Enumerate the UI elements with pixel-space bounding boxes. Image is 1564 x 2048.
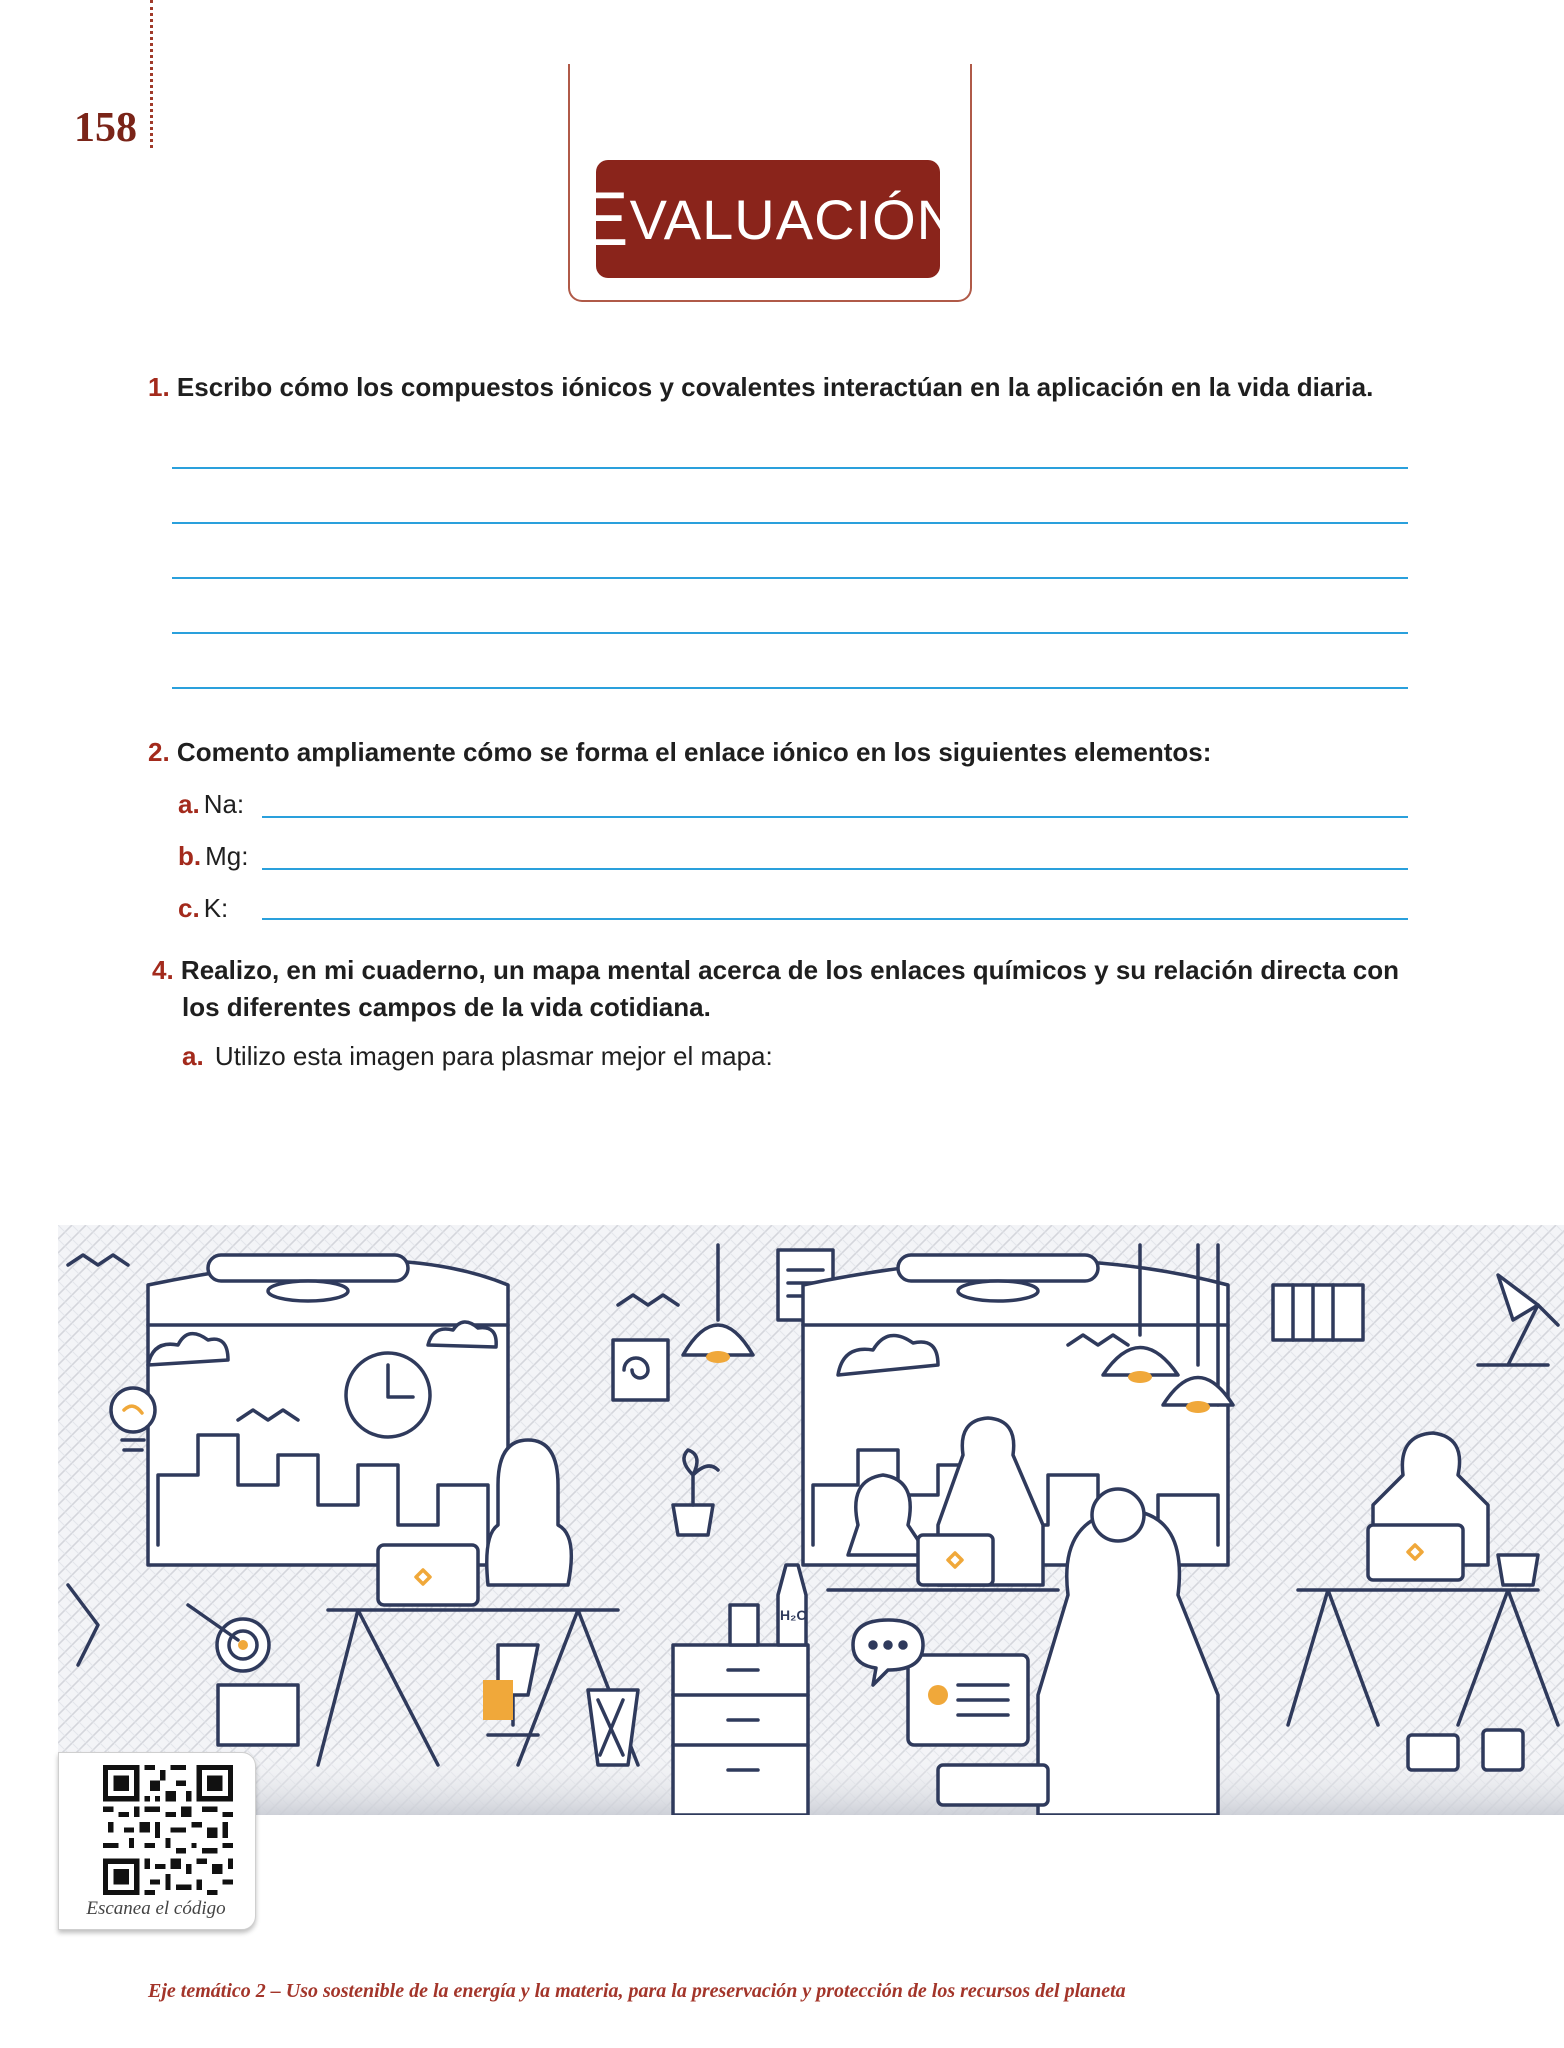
answer-line-k[interactable] bbox=[262, 918, 1408, 920]
answer-line-na[interactable] bbox=[262, 816, 1408, 818]
item-2a bbox=[178, 789, 244, 820]
question-1 bbox=[148, 372, 1373, 403]
keyboard bbox=[938, 1765, 1048, 1805]
question-2-text: Comento ampliamente cómo se forma el enlace iónico en los siguientes elementos: bbox=[176, 737, 1212, 767]
answer-line-3[interactable] bbox=[172, 577, 1408, 579]
ceiling-light-right bbox=[898, 1255, 1098, 1281]
item-2c-letter: c. bbox=[178, 893, 200, 923]
item-4a bbox=[182, 1041, 773, 1072]
margin-dotted-rule bbox=[150, 0, 153, 148]
bottle-label: H₂O bbox=[780, 1607, 808, 1623]
question-4-text-line1: Realizo, en mi cuaderno, un mapa mental acerca de los enlaces químicos y su relación directa con bbox=[180, 955, 1400, 985]
section-title-rest: VALUACIÓN bbox=[629, 187, 959, 251]
question-4 bbox=[152, 952, 1399, 1026]
water-bottle bbox=[778, 1565, 806, 1645]
qr-code bbox=[103, 1765, 233, 1895]
left-window bbox=[148, 1260, 508, 1565]
question-4-text-line2: los diferentes campos de la vida cotidiana. bbox=[182, 992, 711, 1022]
coffee-cup bbox=[1498, 1555, 1538, 1585]
item-2c-label: K: bbox=[203, 893, 229, 923]
question-1-text: Escribo cómo los compuestos iónicos y covalentes interactúan en la aplicación en la vida diaria. bbox=[176, 372, 1374, 402]
answer-line-5[interactable] bbox=[172, 687, 1408, 689]
question-1-number: 1. bbox=[148, 372, 170, 402]
bookshelf bbox=[1273, 1285, 1363, 1340]
item-2c bbox=[178, 893, 228, 924]
page-number: 158 bbox=[74, 105, 137, 151]
item-2a-letter: a. bbox=[178, 789, 200, 819]
section-title-initial: E bbox=[577, 176, 630, 262]
question-2-number: 2. bbox=[148, 737, 170, 767]
power-socket bbox=[1483, 1730, 1523, 1770]
item-2b-letter: b. bbox=[178, 841, 202, 871]
question-2 bbox=[148, 737, 1211, 768]
section-title bbox=[577, 160, 959, 278]
answer-line-mg[interactable] bbox=[262, 868, 1408, 870]
plant-pot bbox=[673, 1505, 713, 1535]
office-doodle-illustration bbox=[58, 1225, 1564, 1815]
ceiling-light-left bbox=[208, 1255, 408, 1281]
item-4a-letter: a. bbox=[182, 1041, 204, 1071]
laptop-center bbox=[918, 1535, 993, 1585]
briefcase bbox=[1408, 1735, 1458, 1770]
question-4-number: 4. bbox=[152, 955, 174, 985]
item-4a-label: Utilizo esta imagen para plasmar mejor el mapa: bbox=[214, 1041, 773, 1071]
item-2a-label: Na: bbox=[203, 789, 245, 819]
laptop-right bbox=[1368, 1525, 1463, 1580]
lightbulb bbox=[111, 1388, 155, 1432]
answer-line-2[interactable] bbox=[172, 522, 1408, 524]
answer-line-1[interactable] bbox=[172, 467, 1408, 469]
item-2b-label: Mg: bbox=[205, 841, 249, 871]
qr-caption: Escanea el código bbox=[86, 1898, 226, 1919]
footer-theme: Eje temático 2 – Uso sostenible de la energía y la materia, para la preservación y protección de los recursos del planeta bbox=[148, 1980, 1126, 2002]
item-2b bbox=[178, 841, 248, 872]
answer-line-4[interactable] bbox=[172, 632, 1408, 634]
cardboard-box bbox=[218, 1685, 298, 1745]
